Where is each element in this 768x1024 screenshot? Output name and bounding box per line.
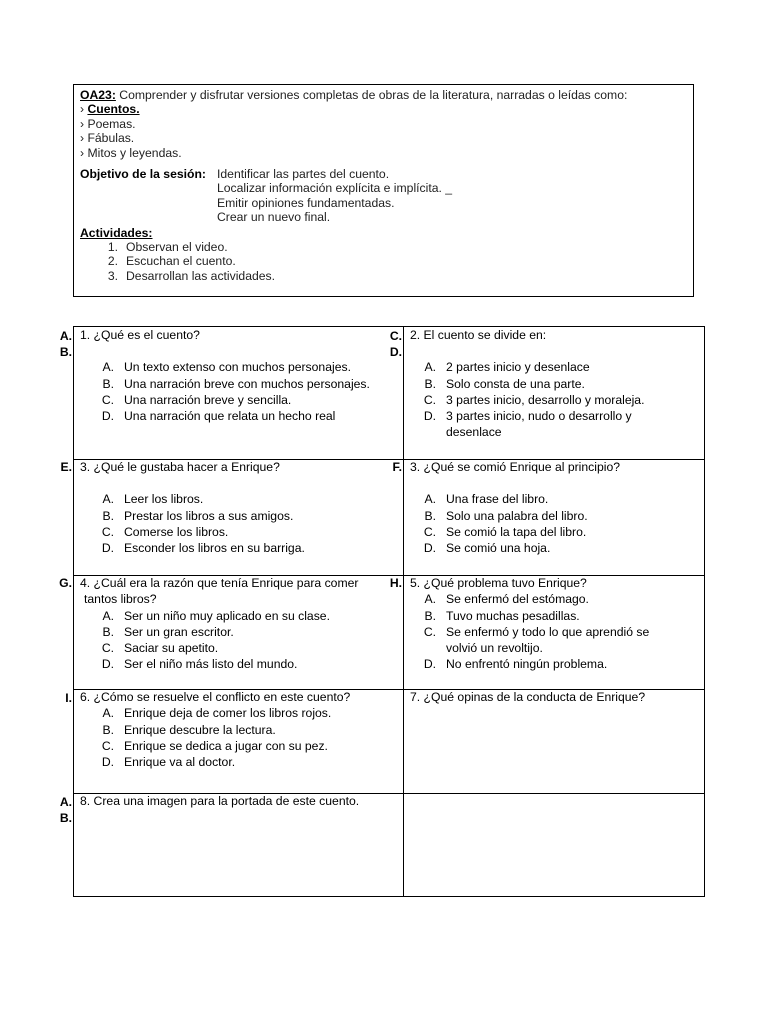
- option-item: A. 2 partes inicio y desenlace: [424, 360, 590, 375]
- question-title: 2. El cuento se divide en:: [410, 328, 547, 342]
- option-item: A. Ser un niño muy aplicado en su clase.: [102, 608, 330, 623]
- objective-item: Localizar información explícita e implícita. _: [217, 181, 453, 196]
- question-3b: [410, 459, 620, 556]
- genre-item: › Poemas.: [80, 116, 136, 131]
- option-item: C. 3 partes inicio, desarrollo y moraleja.: [423, 392, 645, 407]
- options-list: [410, 491, 620, 556]
- option-item: B. Solo una palabra del libro.: [424, 508, 588, 523]
- option-item: A. Una frase del libro.: [424, 492, 549, 507]
- option-item: B. Tuvo muchas pesadillas.: [424, 608, 580, 623]
- session-objective: [80, 167, 693, 225]
- options-list: [410, 359, 700, 440]
- activities-list: [80, 240, 693, 283]
- question-5: [410, 575, 700, 673]
- questions-table: [73, 326, 705, 897]
- margin-label: A. B.: [59, 329, 72, 360]
- question-title: 6. ¿Cómo se resuelve el conflicto en este cuento?: [80, 690, 351, 704]
- question-title: 3. ¿Qué le gustaba hacer a Enrique?: [80, 460, 280, 474]
- genre-item: › Mitos y leyendas.: [80, 145, 182, 160]
- options-list: [410, 591, 700, 672]
- oa-line: [80, 88, 693, 102]
- margin-label: A. B.: [59, 795, 72, 826]
- option-item: C. Saciar su apetito.: [101, 641, 219, 656]
- objective-label: Objetivo de la sesión:: [80, 167, 206, 182]
- activities-label: Actividades:: [80, 225, 153, 240]
- option-item: D. No enfrentó ningún problema.: [423, 657, 608, 672]
- question-title: 3. ¿Qué se comió Enrique al principio?: [410, 460, 621, 474]
- margin-label: H.: [389, 576, 402, 590]
- option-item: D. Enrique va al doctor.: [101, 755, 236, 770]
- activity-item: 3. Desarrollan las actividades.: [107, 268, 276, 283]
- option-item: C. Se enfermó y todo lo que aprendió se volvió un revoltijo.: [423, 624, 650, 656]
- objective-item: Emitir opiniones fundamentadas.: [217, 195, 395, 210]
- option-item: B. Una narración breve con muchos personajes.: [102, 376, 370, 391]
- question-title: 1. ¿Qué es el cuento?: [80, 328, 200, 342]
- option-item: C. Comerse los libros.: [101, 524, 229, 539]
- margin-label: C. D.: [389, 329, 402, 360]
- question-title: 7. ¿Qué opinas de la conducta de Enrique?: [410, 690, 646, 704]
- question-2: [410, 327, 700, 441]
- margin-label: E.: [60, 460, 72, 474]
- question-title: 4. ¿Cuál era la razón que tenía Enrique para comer: [80, 576, 359, 590]
- objective-item: Crear un nuevo final.: [217, 210, 331, 225]
- option-item: A. Leer los libros.: [102, 492, 204, 507]
- question-7: [410, 689, 645, 705]
- option-item: A. Un texto extenso con muchos personajes.: [102, 360, 351, 375]
- question-title-cont: tantos libros?: [84, 592, 157, 607]
- lesson-header-box: [73, 84, 694, 297]
- options-list: [80, 359, 370, 424]
- options-list: [80, 705, 350, 770]
- question-3a: [80, 459, 305, 556]
- margin-label: F.: [392, 460, 402, 474]
- question-title: 5. ¿Qué problema tuvo Enrique?: [410, 576, 587, 590]
- oa-text: Comprender y disfrutar versiones completas de obras de la literatura, narradas o leídas como:: [115, 88, 628, 102]
- margin-label: I.: [65, 691, 72, 705]
- question-1: [80, 327, 370, 424]
- option-item: B. Prestar los libros a sus amigos.: [102, 508, 294, 523]
- margin-label: G.: [59, 576, 72, 590]
- question-title: 8. Crea una imagen para la portada de este cuento.: [80, 794, 360, 808]
- option-item: C. Enrique se dedica a jugar con su pez.: [101, 738, 328, 753]
- option-item: D. Una narración que relata un hecho real: [101, 409, 336, 424]
- option-item: D. 3 partes inicio, nudo o desarrollo y desenlace: [423, 409, 632, 440]
- objective-item: Identificar las partes del cuento.: [217, 167, 390, 182]
- column-divider: [403, 327, 404, 896]
- options-list: [80, 608, 358, 673]
- option-item: B. Ser un gran escritor.: [102, 624, 234, 639]
- oa-label: OA23:: [80, 88, 116, 102]
- genre-item: › Cuentos.: [80, 102, 140, 117]
- option-item: C. Una narración breve y sencilla.: [101, 392, 292, 407]
- option-item: D. Ser el niño más listo del mundo.: [101, 657, 298, 672]
- question-6: [80, 689, 350, 770]
- option-item: A. Se enfermó del estómago.: [424, 592, 589, 607]
- question-4: [80, 575, 358, 673]
- question-8: [80, 793, 359, 809]
- genre-item: › Fábulas.: [80, 131, 135, 146]
- option-item: A. Enrique deja de comer los libros rojos.: [102, 706, 332, 721]
- option-item: D. Se comió una hoja.: [423, 541, 551, 556]
- option-item: B. Solo consta de una parte.: [424, 376, 585, 391]
- option-item: B. Enrique descubre la lectura.: [102, 722, 276, 737]
- activity-item: 2. Escuchan el cuento.: [107, 254, 236, 269]
- activity-item: 1. Observan el video.: [107, 240, 228, 255]
- option-item: D. Esconder los libros en su barriga.: [101, 541, 305, 556]
- options-list: [80, 491, 305, 556]
- option-item: C. Se comió la tapa del libro.: [423, 524, 587, 539]
